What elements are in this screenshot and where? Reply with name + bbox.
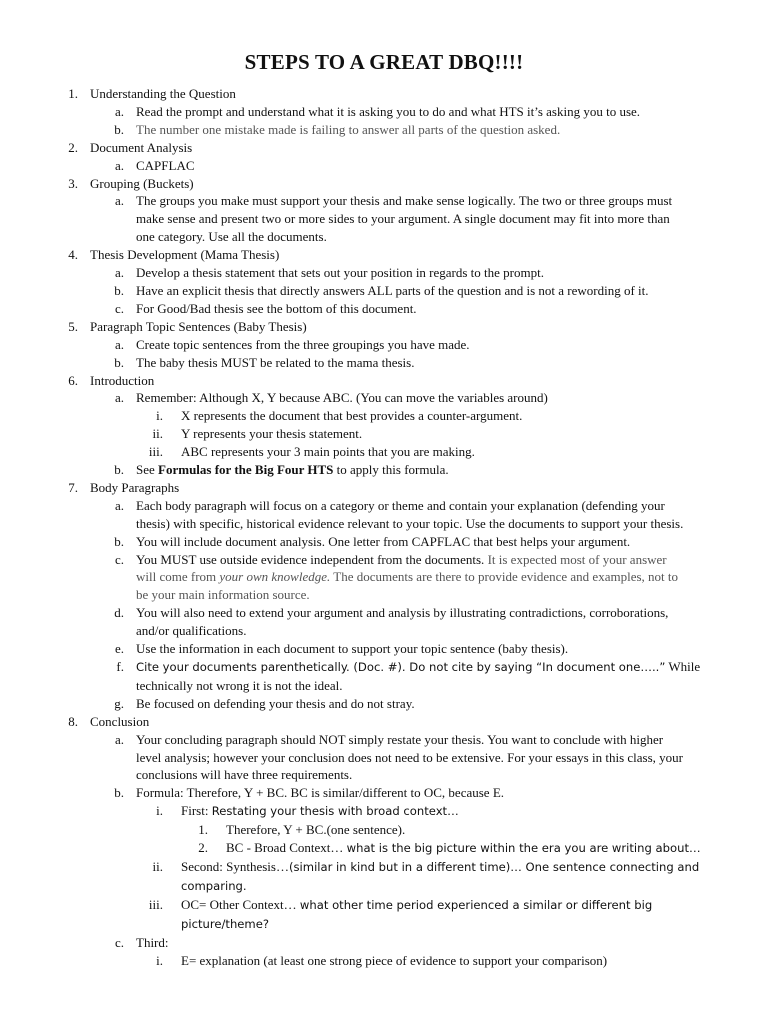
line-text: Therefore, Y + BC.(one sentence). <box>226 822 406 838</box>
list-marker: g. <box>114 695 124 711</box>
list-marker: 4. <box>68 247 78 263</box>
text-segment: OC= Other Context… <box>181 896 300 912</box>
outline-line <box>0 934 768 952</box>
line-text: and/or qualifications. <box>136 623 247 639</box>
list-marker: a. <box>114 336 124 352</box>
line-text: Body Paragraphs <box>90 479 180 495</box>
line-text: Read the prompt and understand what it is asking you to do and what HTS it’s asking you to use. <box>136 103 641 119</box>
list-marker: 7. <box>68 479 78 495</box>
outline-line <box>0 896 768 915</box>
line-text: make sense and present two or more sides to your argument. A single document may fit into more than <box>136 211 670 227</box>
list-marker: b. <box>114 462 124 478</box>
list-marker: 6. <box>68 372 78 388</box>
line-text <box>136 552 667 567</box>
list-marker: b. <box>114 354 124 370</box>
outline-line <box>0 713 768 731</box>
list-marker: b. <box>114 533 124 549</box>
line-text <box>226 840 701 855</box>
line-text: conclusions will have three requirements. <box>136 767 353 783</box>
outline-line <box>0 210 768 228</box>
line-text: Third: <box>136 934 169 950</box>
list-marker: f. <box>116 659 124 674</box>
line-text: For Good/Bad thesis see the bottom of this document. <box>136 300 417 316</box>
list-marker: c. <box>114 300 124 316</box>
line-text: thesis) with specific, historical evidence relevant to your topic. Use the documents to support your thesis. <box>136 515 684 531</box>
outline-line <box>0 389 768 407</box>
outline-line <box>0 264 768 282</box>
outline-line <box>0 952 768 970</box>
outline-line <box>0 175 768 193</box>
text-segment: It is expected most of your answer <box>487 551 667 567</box>
line-text: Introduction <box>90 372 155 388</box>
outline-line <box>0 802 768 821</box>
line-text: Conclusion <box>90 713 150 729</box>
outline-line <box>0 157 768 175</box>
outline-line <box>0 121 768 139</box>
outline-line <box>0 586 768 604</box>
line-text: Use the information in each document to support your topic sentence (baby thesis). <box>136 641 569 657</box>
line-text: Paragraph Topic Sentences (Baby Thesis) <box>90 318 307 334</box>
outline-line <box>0 731 768 749</box>
outline-line <box>0 821 768 839</box>
text-segment: While <box>665 659 701 674</box>
list-marker: 1. <box>68 86 78 101</box>
outline-line <box>0 839 768 858</box>
outline-line <box>0 461 768 479</box>
text-segment: (similar in kind but in a different time)… One sentence connecting and <box>288 859 700 874</box>
outline-line <box>0 139 768 157</box>
list-marker: i. <box>156 408 163 424</box>
outline-line <box>0 246 768 264</box>
outline-line <box>0 425 768 443</box>
text-segment: what other time period experienced a similar or different big <box>299 897 653 912</box>
outline-line <box>0 354 768 372</box>
outline-line <box>0 282 768 300</box>
outline-line <box>0 784 768 802</box>
list-marker: 3. <box>68 175 78 191</box>
text-segment: Restating your thesis with broad context… <box>211 804 459 819</box>
outline-line <box>0 695 768 713</box>
line-text: Develop a thesis statement that sets out your position in regards to the prompt. <box>136 265 544 281</box>
line-text: Formula: Therefore, Y + BC. BC is similar/different to OC, because E. <box>136 785 505 801</box>
line-text: Thesis Development (Mama Thesis) <box>90 247 280 263</box>
list-marker: ii. <box>152 858 163 874</box>
outline-line <box>0 407 768 425</box>
list-marker: a. <box>114 103 124 119</box>
line-text: Document Analysis <box>90 139 193 155</box>
line-text: Create topic sentences from the three groupings you have made. <box>136 336 470 352</box>
outline-line <box>0 300 768 318</box>
list-marker: a. <box>114 731 124 747</box>
line-text <box>181 859 699 874</box>
list-marker: 2. <box>68 139 78 155</box>
text-segment: Cite your documents parenthetically. (Doc. #). Do not cite by saying “In document one…..” <box>136 660 666 674</box>
line-text: picture/theme? <box>181 916 270 931</box>
outline-line <box>0 372 768 390</box>
list-marker: b. <box>114 785 124 801</box>
text-segment: Formulas for the Big Four HTS <box>158 462 334 478</box>
line-text: ABC represents your 3 main points that you are making. <box>181 444 475 460</box>
line-text: one category. Use all the documents. <box>136 229 327 245</box>
outline-line <box>0 622 768 640</box>
outline-line <box>0 568 768 586</box>
list-marker: b. <box>114 282 124 298</box>
list-marker: 8. <box>68 713 78 729</box>
outline-line <box>0 192 768 210</box>
outline-line <box>0 551 768 569</box>
line-text <box>136 462 449 477</box>
outline-list <box>0 85 768 969</box>
outline-line <box>0 677 768 695</box>
list-marker: iii. <box>148 444 163 460</box>
list-marker: i. <box>156 803 163 819</box>
list-marker: iii. <box>148 896 163 912</box>
line-text: The groups you make must support your thesis and make sense logically. The two or three groups must <box>136 193 673 209</box>
line-text: You will include document analysis. One letter from CAPFLAC that best helps your argument. <box>136 533 631 549</box>
page-title: STEPS TO A GREAT DBQ!!!! <box>244 50 524 74</box>
list-marker: c. <box>114 551 124 567</box>
list-marker: 1. <box>198 822 208 838</box>
line-text: The number one mistake made is failing to answer all parts of the question asked. <box>136 121 561 137</box>
line-text: X represents the document that best provides a counter-argument. <box>181 408 523 424</box>
list-marker: c. <box>114 934 124 950</box>
outline-line <box>0 915 768 934</box>
list-marker: a. <box>114 497 124 513</box>
outline-line <box>0 479 768 497</box>
outline-line <box>0 515 768 533</box>
text-segment: BC - Broad Context… <box>226 840 347 856</box>
text-segment: First: <box>181 803 212 819</box>
outline-line <box>0 766 768 784</box>
line-text <box>181 803 459 818</box>
outline-line <box>0 85 768 103</box>
line-text: be your main information source. <box>136 587 310 603</box>
list-marker: a. <box>114 390 124 406</box>
text-segment: The documents are there to provide evidence and examples, not to <box>330 569 678 585</box>
outline-line <box>0 877 768 896</box>
outline-line <box>0 103 768 121</box>
list-marker: a. <box>114 193 124 209</box>
outline-line <box>0 497 768 515</box>
outline-line <box>0 858 768 877</box>
line-text: Remember: Although X, Y because ABC. (You can move the variables around) <box>136 390 548 406</box>
line-text: Understanding the Question <box>90 86 236 101</box>
line-text: E= explanation (at least one strong piece of evidence to support your comparison) <box>181 952 608 968</box>
line-text: Each body paragraph will focus on a category or theme and contain your explanation (defending your <box>136 497 665 513</box>
outline-line <box>0 443 768 461</box>
line-text: Grouping (Buckets) <box>90 175 194 191</box>
line-text <box>181 897 652 912</box>
outline-line <box>0 604 768 622</box>
line-text: comparing. <box>181 878 247 893</box>
line-text: You will also need to extend your argument and analysis by illustrating contradictions, corroborations, <box>136 605 669 621</box>
list-marker: e. <box>114 641 124 657</box>
list-marker: i. <box>156 952 163 968</box>
line-text <box>136 659 700 674</box>
list-marker: ii. <box>152 426 163 442</box>
outline-line <box>0 336 768 354</box>
list-marker: a. <box>114 157 124 173</box>
outline-line <box>0 640 768 658</box>
text-segment: See <box>136 462 159 478</box>
outline-line <box>0 228 768 246</box>
text-segment: to apply this formula. <box>333 462 449 478</box>
line-text: CAPFLAC <box>136 157 195 173</box>
outline-line <box>0 533 768 551</box>
line-text: Y represents your thesis statement. <box>181 426 363 442</box>
outline-line <box>0 749 768 767</box>
list-marker: d. <box>114 605 124 621</box>
line-text: Have an explicit thesis that directly answers ALL parts of the question and is not a rewording of it. <box>136 282 649 298</box>
line-text: level analysis; however your conclusion does not need to be extensive. For your essays in this class, your <box>136 749 683 765</box>
list-marker: b. <box>114 121 124 137</box>
text-segment: your own knowledge. <box>219 569 331 585</box>
line-text <box>136 569 678 584</box>
list-marker: 5. <box>68 318 78 334</box>
text-segment: what is the big picture within the era you are writing about… <box>346 841 701 856</box>
line-text: technically not wrong it is not the ideal. <box>136 677 343 693</box>
text-segment: Second: Synthesis… <box>181 858 289 874</box>
line-text: Be focused on defending your thesis and do not stray. <box>136 695 415 711</box>
line-text: The baby thesis MUST be related to the mama thesis. <box>136 354 415 370</box>
outline-line <box>0 318 768 336</box>
list-marker: 2. <box>198 840 208 856</box>
text-segment: You MUST use outside evidence independent from the documents. <box>136 551 488 567</box>
line-text: Your concluding paragraph should NOT simply restate your thesis. You want to conclude with higher <box>136 731 664 747</box>
outline-line <box>0 658 768 677</box>
text-segment: will come from <box>136 569 220 585</box>
list-marker: a. <box>114 265 124 281</box>
